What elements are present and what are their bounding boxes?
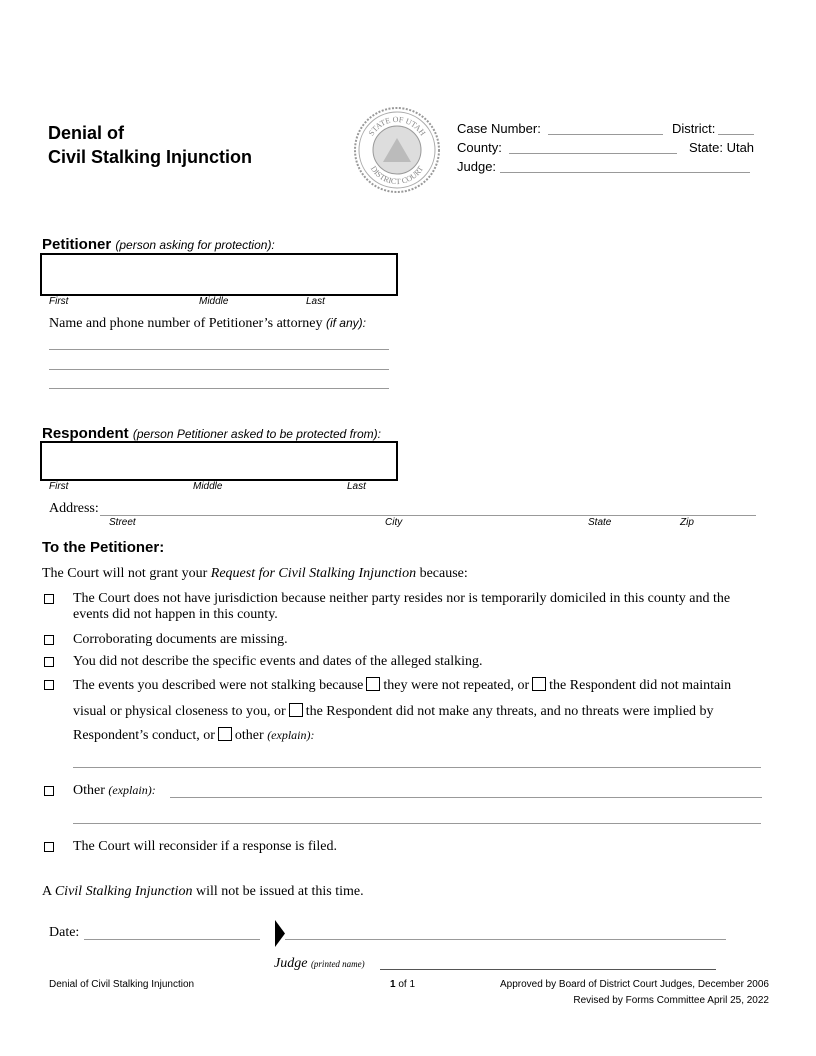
- title-line1: Denial of: [48, 123, 125, 143]
- street-label: Street: [109, 517, 136, 528]
- title-line2: Civil Stalking Injunction: [48, 147, 253, 167]
- date-field[interactable]: [84, 939, 260, 940]
- jurisdiction-text-2: events did not happen in this county.: [73, 607, 278, 622]
- petitioner-last-label: Last: [306, 296, 325, 307]
- judge-printed-name-field[interactable]: [380, 969, 716, 970]
- judge-field[interactable]: [500, 172, 750, 173]
- judge-printed-label: Judge (printed name): [274, 956, 365, 971]
- reconsider-text: The Court will reconsider if a response is filed.: [73, 839, 337, 854]
- petitioner-middle-label: Middle: [199, 296, 229, 307]
- other-text: Other (explain):: [73, 783, 156, 798]
- no-events-text: You did not describe the specific events and dates of the alleged stalking.: [73, 654, 483, 669]
- not-repeated-checkbox[interactable]: [366, 677, 380, 691]
- reconsider-checkbox[interactable]: [44, 842, 54, 852]
- footer-approved: Approved by Board of District Court Judges, December 2006: [499, 979, 769, 990]
- other-checkbox[interactable]: [44, 786, 54, 796]
- court-seal-logo: [353, 106, 441, 194]
- other-explain-line-2[interactable]: [73, 823, 761, 824]
- corroborating-checkbox[interactable]: [44, 635, 54, 645]
- address-field[interactable]: [100, 515, 756, 516]
- no-events-checkbox[interactable]: [44, 657, 54, 667]
- petitioner-first-label: First: [49, 296, 69, 307]
- other-sub-checkbox[interactable]: [218, 727, 232, 741]
- not-stalking-checkbox[interactable]: [44, 680, 54, 690]
- respondent-first-label: First: [49, 481, 69, 492]
- petitioner-heading: Petitioner (person asking for protection):: [42, 236, 275, 253]
- no-closeness-checkbox[interactable]: [532, 677, 546, 691]
- svg-text:STATE OF UTAH: STATE OF UTAH: [366, 114, 428, 138]
- county-field[interactable]: [509, 153, 677, 154]
- state-label-address: State: [588, 517, 612, 528]
- footer-page-number: 1 of 1: [390, 979, 416, 990]
- attorney-line-2[interactable]: [49, 369, 389, 370]
- jurisdiction-checkbox[interactable]: [44, 594, 54, 604]
- attorney-label: Name and phone number of Petitioner’s attorney (if any):: [49, 316, 366, 331]
- section-heading: To the Petitioner:: [42, 539, 165, 556]
- footer-revised: Revised by Forms Committee April 25, 2022: [573, 995, 769, 1006]
- closing-text: A Civil Stalking Injunction will not be issued at this time.: [42, 884, 364, 899]
- judge-signature-line[interactable]: [285, 939, 726, 940]
- not-stalking-text: The events you described were not stalking because they were not repeated, or the Respondent did not maintain: [73, 678, 732, 693]
- city-label: City: [385, 517, 403, 528]
- jurisdiction-text-1: The Court does not have jurisdiction because neither party resides nor is temporarily domiciled in this county and the: [73, 591, 731, 606]
- respondent-heading: Respondent (person Petitioner asked to be protected from):: [42, 425, 381, 442]
- intro-text: The Court will not grant your Request for Civil Stalking Injunction because:: [42, 566, 468, 581]
- attorney-line-3[interactable]: [49, 388, 389, 389]
- date-label: Date:: [49, 925, 80, 940]
- respondent-last-label: Last: [347, 481, 366, 492]
- judge-label: Judge:: [457, 159, 497, 174]
- no-threats-checkbox[interactable]: [289, 703, 303, 717]
- svg-text:DISTRICT COURT: DISTRICT COURT: [368, 164, 426, 187]
- state-label: State: Utah: [689, 140, 755, 155]
- footer-form-name: Denial of Civil Stalking Injunction: [49, 979, 195, 990]
- district-field[interactable]: [718, 134, 754, 135]
- respondent-name-field[interactable]: [40, 441, 398, 481]
- signature-arrow-icon: [275, 920, 287, 947]
- district-label: District:: [672, 121, 716, 136]
- county-label: County:: [457, 140, 502, 155]
- respondent-middle-label: Middle: [193, 481, 223, 492]
- attorney-line-1[interactable]: [49, 349, 389, 350]
- address-label: Address:: [49, 501, 99, 516]
- not-stalking-text-2: visual or physical closeness to you, or the Respondent did not make any threats, and no threats were implied by: [73, 704, 714, 719]
- not-stalking-text-3: Respondent’s conduct, or other (explain):: [73, 728, 315, 743]
- other-explain-line-1[interactable]: [170, 797, 762, 798]
- zip-label: Zip: [680, 517, 694, 528]
- other-sub-explain-line[interactable]: [73, 767, 761, 768]
- case-number-field[interactable]: [548, 134, 663, 135]
- case-number-label: Case Number:: [457, 121, 541, 136]
- corroborating-text: Corroborating documents are missing.: [73, 632, 288, 647]
- petitioner-name-field[interactable]: [40, 253, 398, 296]
